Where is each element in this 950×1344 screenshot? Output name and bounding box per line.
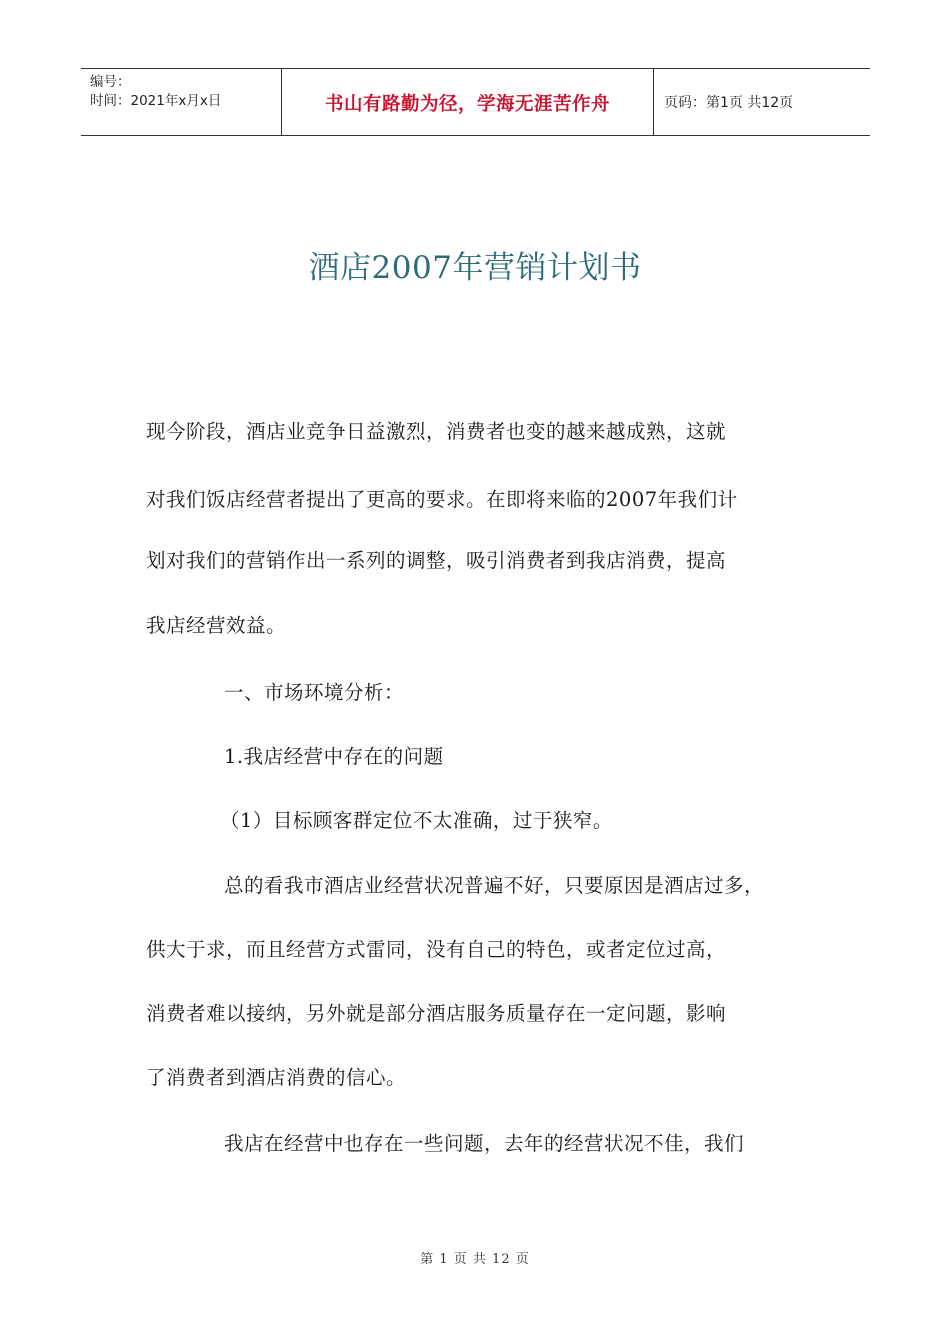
body-line: 供大于求，而且经营方式雷同，没有自己的特色，或者定位过高，	[146, 938, 727, 961]
body-line: 对我们饭店经营者提出了更高的要求。在即将来临的2007年我们计	[146, 488, 738, 511]
body-line: 我店在经营中也存在一些问题，去年的经营状况不佳，我们	[224, 1132, 745, 1155]
header-motto-cell	[282, 69, 654, 135]
subsection-heading: 1.我店经营中存在的问题	[224, 745, 444, 768]
body-line: 总的看我市酒店业经营状况普遍不好，只要原因是酒店过多，	[224, 874, 765, 897]
document-header-table	[81, 68, 870, 136]
item-heading: （1）目标顾客群定位不太准确，过于狭窄。	[220, 809, 613, 832]
header-meta-cell	[81, 69, 282, 135]
body-line: 我店经营效益。	[146, 614, 287, 637]
section-heading: 一、市场环境分析：	[224, 681, 405, 704]
body-line: 消费者难以接纳，另外就是部分酒店服务质量存在一定问题，影响	[146, 1002, 727, 1025]
body-line: 了消费者到酒店消费的信心。	[146, 1066, 407, 1089]
header-motto: 书山有路勤为径，学海无涯苦作舟	[324, 94, 610, 115]
header-number-label: 编号：	[90, 74, 131, 90]
header-page-info: 页码：第1页 共12页	[664, 95, 794, 111]
body-line: 现今阶段，酒店业竞争日益激烈，消费者也变的越来越成熟，这就	[146, 420, 727, 443]
header-page-cell	[654, 69, 870, 135]
document-title: 酒店2007年营销计划书	[308, 250, 642, 286]
body-line: 划对我们的营销作出一系列的调整，吸引消费者到我店消费，提高	[146, 549, 727, 572]
page-footer: 第 1 页 共 12 页	[420, 1252, 530, 1267]
header-time-label: 时间：2021年x月x日	[90, 93, 222, 109]
